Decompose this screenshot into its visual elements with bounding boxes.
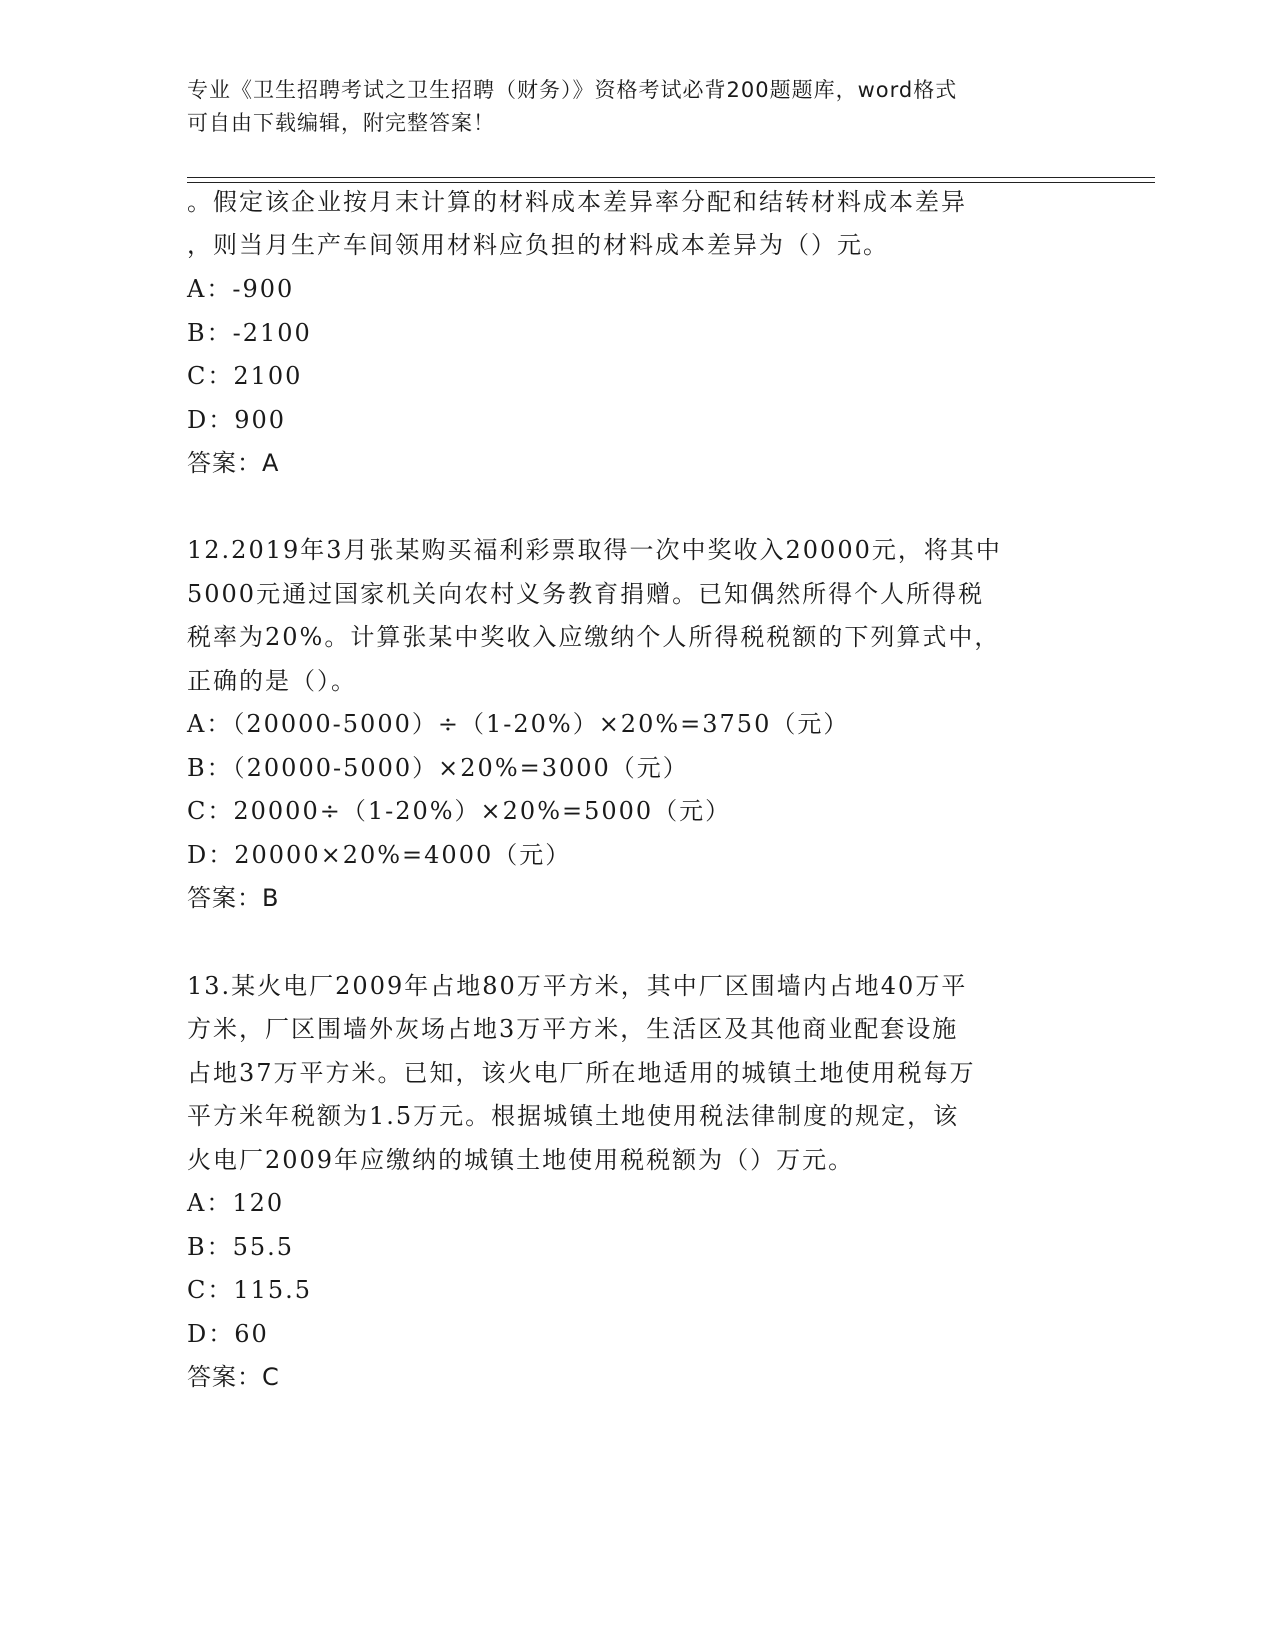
question-12-option-c: C：20000÷（1-20%）×20%=5000（元） — [187, 797, 732, 825]
question-11-option-c: C：2100 — [187, 362, 303, 390]
document-header — [187, 74, 1067, 140]
question-12-option-b: B：（20000-5000）×20%=3000（元） — [187, 754, 689, 782]
question-12-text-line-4: 正确的是（）。 — [187, 667, 357, 695]
question-12-answer: 答案：B — [187, 884, 280, 912]
question-12-text-line-1: 12.2019年3月张某购买福利彩票取得一次中奖收入20000元，将其中 — [187, 536, 1002, 564]
question-11-text-line-1: 。假定该企业按月末计算的材料成本差异率分配和结转材料成本差异 — [187, 188, 967, 216]
question-11-text-line-2: ，则当月生产车间领用材料应负担的材料成本差异为（）元。 — [187, 231, 889, 259]
question-11-option-d: D：900 — [187, 406, 287, 434]
header-title-line-2: 可自由下载编辑，附完整答案！ — [187, 111, 495, 135]
question-13-text-line-3: 占地37万平方米。已知，该火电厂所在地适用的城镇土地使用税每万 — [187, 1059, 976, 1087]
question-13-answer: 答案：C — [187, 1363, 280, 1391]
question-13-option-d: D：60 — [187, 1320, 269, 1348]
question-12-text-line-2: 5000元通过国家机关向农村义务教育捐赠。已知偶然所得个人所得税 — [187, 580, 985, 608]
question-13-text-line-1: 13.某火电厂2009年占地80万平方米，其中厂区围墙内占地40万平 — [187, 972, 968, 1000]
question-12-option-d: D：20000×20%=4000（元） — [187, 841, 572, 869]
question-11-answer: 答案：A — [187, 449, 280, 477]
question-11-option-a: A：-900 — [187, 275, 295, 303]
header-divider-top — [187, 177, 1155, 178]
question-13-text-line-4: 平方米年税额为1.5万元。根据城镇土地使用税法律制度的规定，该 — [187, 1102, 960, 1130]
question-12-text-line-3: 税率为20%。计算张某中奖收入应缴纳个人所得税税额的下列算式中， — [187, 623, 1001, 651]
question-13-text-line-2: 方米，厂区围墙外灰场占地3万平方米，生活区及其他商业配套设施 — [187, 1015, 959, 1043]
question-13-option-c: C：115.5 — [187, 1276, 313, 1304]
header-divider-bottom — [187, 182, 1155, 183]
question-13-option-a: A：120 — [187, 1189, 285, 1217]
question-11-option-b: B：-2100 — [187, 319, 312, 347]
question-13-option-b: B：55.5 — [187, 1233, 295, 1261]
question-13-text-line-5: 火电厂2009年应缴纳的城镇土地使用税税额为（）万元。 — [187, 1146, 855, 1174]
question-12-option-a: A：（20000-5000）÷（1-20%）×20%=3750（元） — [187, 710, 850, 738]
header-title-line-1: 专业《卫生招聘考试之卫生招聘（财务）》资格考试必背200题题库，word格式 — [187, 78, 958, 102]
